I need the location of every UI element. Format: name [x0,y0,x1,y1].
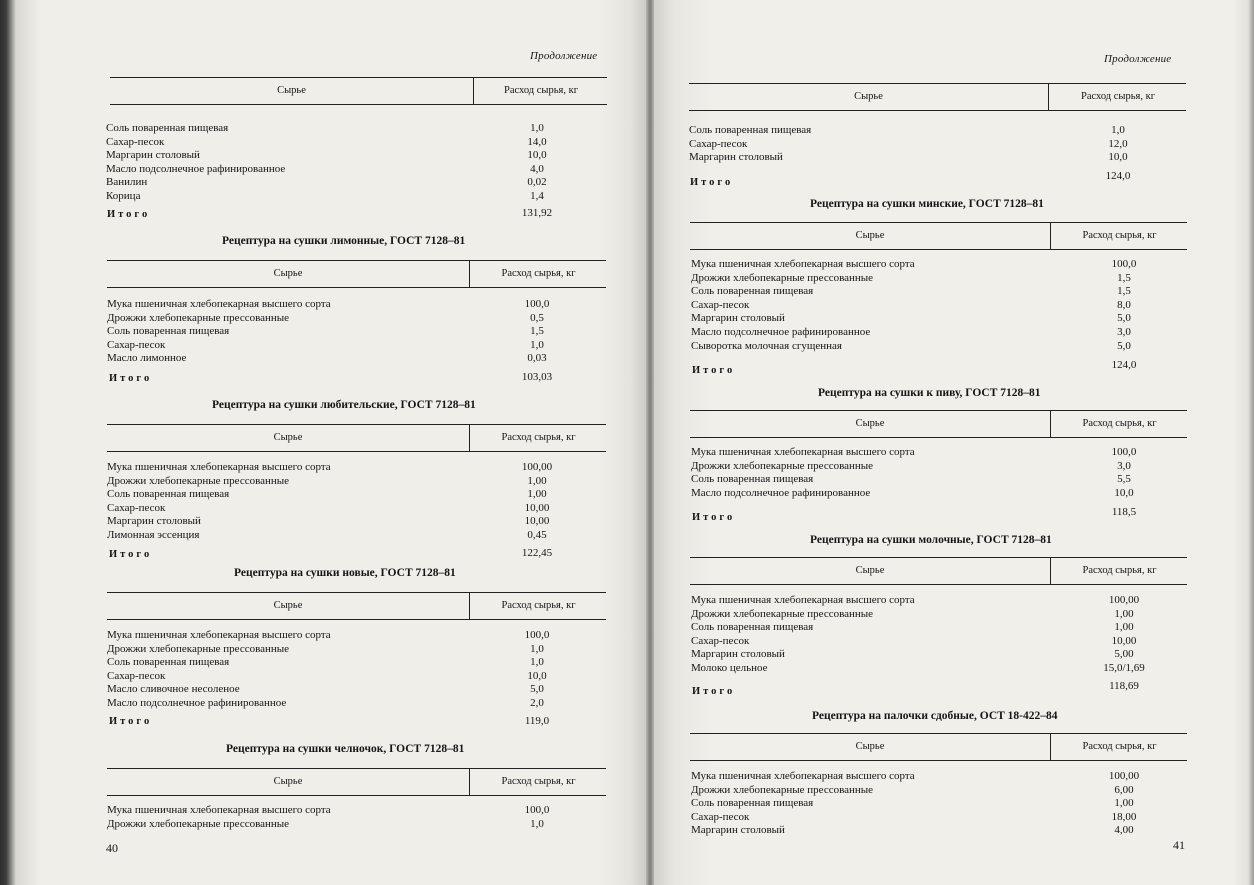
ingredient-amount: 10,00 [524,515,550,528]
ingredient-amount: 12,0 [1108,137,1128,150]
ingredient-name: Соль поваренная пищевая [107,656,230,669]
ingredient-amount: 3,0 [1117,326,1131,338]
header-raw-material: Сырье [854,91,883,102]
total-label: Итого [107,209,151,220]
table-header [107,768,606,796]
ingredient-amount: 3,0 [1117,459,1131,472]
ingredient-name: Маргарин столовый [689,151,783,164]
continuation-label: Продолжение [530,50,598,62]
recipe-title: Рецептура на сушки молочные, ГОСТ 7128–81 [810,534,1052,546]
ingredient-name: Дрожжи хлебопекарные прессованные [691,271,874,284]
ingredient-amount: 100,0 [524,804,550,816]
ingredient-name: Сахар-песок [691,810,750,823]
ingredient-amount: 100,00 [1108,594,1140,606]
ingredient-amount: 100,0 [1111,446,1137,458]
ingredient-amount: 100,0 [524,298,550,310]
ingredient-name: Дрожжи хлебопекарные прессованные [107,817,290,830]
ingredient-name: Мука пшеничная хлебопекарная высшего сорта [691,446,915,458]
header-raw-material: Сырье [273,776,303,787]
ingredient-name: Маргарин столовый [691,312,785,325]
ingredient-amount: 10,0 [527,149,547,162]
ingredient-amount: 1,4 [530,190,544,202]
ingredient-name: Мука пшеничная хлебопекарная высшего сорта [107,298,331,310]
recipe-title: Рецептура на сушки челночок, ГОСТ 7128–81 [226,743,465,755]
header-consumption: Расход сырья, кг [1048,84,1187,110]
ingredient-name: Молоко цельное [691,662,768,674]
header-consumption: Расход сырья, кг [469,261,607,287]
ingredient-name: Дрожжи хлебопекарные прессованные [691,783,874,796]
header-consumption: Расход сырья, кг [469,769,607,795]
total-label: Итого [109,549,153,560]
table-header [689,83,1186,111]
ingredient-name: Масло подсолнечное рафинированное [691,326,871,338]
ingredient-amount: 100,0 [524,629,550,641]
ingredient-name: Ванилин [106,176,148,189]
recipe-title: Рецептура на сушки новые, ГОСТ 7128–81 [234,567,456,579]
ingredient-amount: 10,0 [527,669,547,682]
ingredient-amount: 0,5 [530,311,544,324]
continuation-label: Продолжение [1104,53,1172,65]
table-header [107,260,606,288]
ingredient-name: Сахар-песок [689,137,748,150]
total-value: 124,0 [1105,170,1131,182]
header-raw-material: Сырье [855,565,885,576]
ingredient-name: Мука пшеничная хлебопекарная высшего сорта [107,804,331,816]
ingredient-amount: 1,0 [530,642,544,655]
ingredient-name: Мука пшеничная хлебопекарная высшего сорта [107,461,331,473]
ingredient-name: Лимонная эссенция [107,529,200,541]
header-consumption: Расход сырья, кг [473,78,608,104]
ingredient-name: Масло подсолнечное рафинированное [107,697,287,709]
header-raw-material: Сырье [855,230,885,241]
table-header [107,592,606,620]
header-raw-material: Сырье [277,85,306,96]
header-consumption: Расход сырья, кг [1050,223,1188,249]
ingredient-amount: 5,5 [1117,473,1131,486]
ingredient-name: Сахар-песок [691,634,750,647]
ingredient-name: Корица [106,190,141,202]
ingredient-amount: 2,0 [530,697,544,709]
page-number: 40 [106,841,118,855]
ingredient-amount: 0,45 [527,529,547,541]
header-consumption: Расход сырья, кг [1050,411,1188,437]
recipe-title: Рецептура на сушки к пиву, ГОСТ 7128–81 [818,387,1041,399]
recipe-title: Рецептура на сушки любительские, ГОСТ 7128–81 [212,399,476,411]
ingredient-name: Соль поваренная пищевая [691,285,814,298]
total-label: Итого [692,686,736,697]
table-header [690,733,1187,761]
ingredient-amount: 1,00 [1114,797,1134,810]
ingredient-amount: 18,00 [1111,810,1137,823]
header-raw-material: Сырье [855,418,885,429]
table-header [107,424,606,452]
total-value: 119,0 [524,715,550,727]
ingredient-name: Дрожжи хлебопекарные прессованные [107,311,290,324]
total-value: 124,0 [1111,359,1137,371]
total-label: Итого [692,365,736,376]
book-spine [646,0,654,885]
ingredient-name: Мука пшеничная хлебопекарная высшего сорта [691,594,915,606]
table-header [690,222,1187,250]
total-value: 103,03 [521,371,553,383]
ingredient-amount: 4,0 [530,162,544,175]
total-label: Итого [692,512,736,523]
table-header [110,77,607,105]
total-value: 122,45 [521,547,553,559]
ingredient-amount: 5,0 [1117,339,1131,352]
recipe-title: Рецептура на сушки лимонные, ГОСТ 7128–81 [222,235,466,247]
ingredient-name: Сахар-песок [107,669,166,682]
ingredient-amount: 10,0 [1108,151,1128,164]
ingredient-amount: 4,00 [1114,824,1134,837]
ingredient-amount: 100,00 [1108,770,1140,782]
total-label: Итого [109,373,153,384]
ingredient-name: Дрожжи хлебопекарные прессованные [691,459,874,472]
ingredient-amount: 10,00 [524,501,550,514]
ingredient-name: Маргарин столовый [691,648,785,661]
ingredient-amount: 1,5 [1117,271,1131,284]
ingredient-amount: 8,0 [1117,298,1131,311]
ingredient-amount: 1,00 [1114,621,1134,634]
ingredient-name: Мука пшеничная хлебопекарная высшего сорта [691,258,915,270]
header-consumption: Расход сырья, кг [1050,734,1188,760]
ingredient-name: Соль поваренная пищевая [691,621,814,634]
ingredient-amount: 5,0 [1117,312,1131,325]
ingredient-name: Соль поваренная пищевая [691,797,814,810]
ingredient-amount: 1,0 [530,656,544,669]
ingredient-name: Дрожжи хлебопекарные прессованные [691,607,874,620]
ingredient-name: Мука пшеничная хлебопекарная высшего сорта [691,770,915,782]
ingredient-amount: 1,00 [1114,607,1134,620]
table-header [690,557,1187,585]
ingredient-name: Масло лимонное [107,352,187,365]
ingredient-name: Маргарин столовый [107,515,201,528]
ingredient-amount: 1,5 [1117,285,1131,298]
total-label: Итого [109,716,153,727]
ingredient-name: Сыворотка молочная сгущенная [691,339,842,352]
header-raw-material: Сырье [855,741,885,752]
ingredient-name: Дрожжи хлебопекарные прессованные [107,474,290,487]
ingredient-amount: 15,0/1,69 [1103,662,1145,674]
header-consumption: Расход сырья, кг [1050,558,1188,584]
ingredient-amount: 14,0 [527,135,547,148]
ingredient-name: Мука пшеничная хлебопекарная высшего сорта [107,629,331,641]
total-value: 118,5 [1111,506,1137,518]
ingredient-name: Сахар-песок [691,298,750,311]
ingredient-amount: 1,0 [530,817,544,830]
ingredient-name: Масло подсолнечное рафинированное [106,162,286,175]
ingredient-amount: 1,0 [1111,124,1125,136]
ingredient-amount: 0,03 [527,352,547,365]
ingredient-amount: 10,00 [1111,634,1137,647]
ingredient-amount: 1,5 [530,325,544,338]
header-consumption: Расход сырья, кг [469,593,607,619]
recipe-title: Рецептура на палочки сдобные, ОСТ 18-422–84 [812,710,1058,722]
ingredient-amount: 5,00 [1114,648,1134,661]
page-number: 41 [1173,838,1185,852]
ingredient-amount: 1,0 [530,338,544,351]
ingredient-name: Сахар-песок [107,501,166,514]
ingredient-amount: 5,0 [530,683,544,696]
ingredient-name: Сахар-песок [107,338,166,351]
ingredient-amount: 0,02 [527,176,547,189]
ingredient-amount: 1,00 [527,488,547,501]
table-header [690,410,1187,438]
recipe-title: Рецептура на сушки минские, ГОСТ 7128–81 [810,198,1044,210]
ingredient-name: Соль поваренная пищевая [107,325,230,338]
ingredient-name: Масло сливочное несоленое [107,683,240,696]
total-value: 131,92 [521,207,553,219]
ingredient-amount: 10,0 [1114,486,1134,499]
header-raw-material: Сырье [273,600,303,611]
ingredient-name: Дрожжи хлебопекарные прессованные [107,642,290,655]
ingredient-amount: 100,00 [521,461,553,473]
ingredient-name: Маргарин столовый [106,149,200,162]
ingredient-name: Сахар-песок [106,135,165,148]
ingredient-amount: 1,00 [527,474,547,487]
total-label: Итого [690,177,734,188]
ingredient-name: Масло подсолнечное рафинированное [691,486,871,499]
total-value: 118,69 [1109,680,1139,692]
ingredient-amount: 1,0 [530,122,544,134]
header-raw-material: Сырье [273,268,303,279]
ingredient-amount: 100,0 [1111,258,1137,270]
header-consumption: Расход сырья, кг [469,425,607,451]
header-raw-material: Сырье [273,432,303,443]
ingredient-name: Соль поваренная пищевая [691,473,814,486]
ingredient-name: Соль поваренная пищевая [107,488,230,501]
ingredient-name: Маргарин столовый [691,824,785,837]
ingredient-amount: 6,00 [1114,783,1134,796]
ingredient-name: Соль поваренная пищевая [689,124,812,136]
ingredient-name: Соль поваренная пищевая [106,122,229,134]
